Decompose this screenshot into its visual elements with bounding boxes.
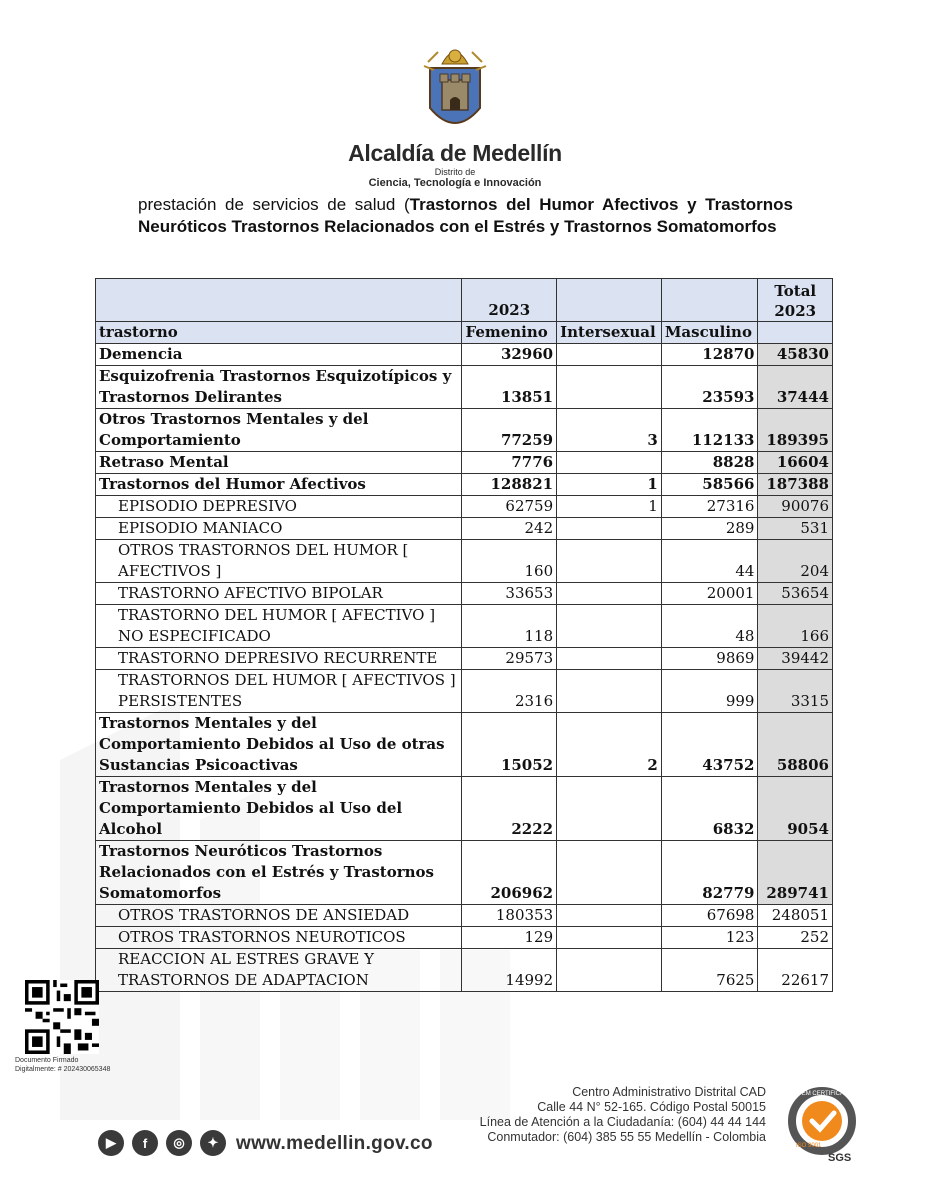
table-row	[96, 583, 833, 605]
table-row	[96, 496, 833, 518]
intro-paragraph	[138, 194, 793, 238]
row-name: Otros Trastornos Mentales y del Comportamiento	[96, 409, 462, 452]
row-total: 58806	[758, 713, 833, 777]
row-total: 90076	[758, 496, 833, 518]
row-total: 37444	[758, 366, 833, 409]
table-row	[96, 409, 833, 452]
row-name: Trastornos Mentales y del Comportamiento Debidos al Uso del Alcohol	[96, 777, 462, 841]
row-name: OTROS TRASTORNOS DEL HUMOR [ AFECTIVOS ]	[96, 540, 462, 583]
address-line3: Línea de Atención a la Ciudadanía: (604) 44 44 144	[479, 1115, 766, 1129]
row-masculino: 112133	[661, 409, 758, 452]
row-intersexual	[557, 344, 662, 366]
address-line1: Centro Administrativo Distrital CAD	[572, 1085, 766, 1099]
row-name: OTROS TRASTORNOS DE ANSIEDAD	[96, 905, 462, 927]
table-row	[96, 605, 833, 648]
row-intersexual	[557, 540, 662, 583]
row-name: EPISODIO DEPRESIVO	[96, 496, 462, 518]
row-femenino: 2222	[462, 777, 557, 841]
row-femenino: 32960	[462, 344, 557, 366]
table-row	[96, 670, 833, 713]
row-total: 9054	[758, 777, 833, 841]
row-masculino: 999	[661, 670, 758, 713]
row-femenino: 77259	[462, 409, 557, 452]
header-total-label: Total	[774, 282, 817, 300]
row-intersexual	[557, 583, 662, 605]
table-row	[96, 366, 833, 409]
col-trastorno: trastorno	[96, 322, 462, 344]
row-intersexual	[557, 670, 662, 713]
row-name: Trastornos Neuróticos Trastornos Relacionados con el Estrés y Trastornos Somatomorfos	[96, 841, 462, 905]
row-name: TRASTORNO AFECTIVO BIPOLAR	[96, 583, 462, 605]
row-femenino: 160	[462, 540, 557, 583]
row-intersexual: 1	[557, 474, 662, 496]
row-masculino: 67698	[661, 905, 758, 927]
row-intersexual	[557, 366, 662, 409]
table-row	[96, 452, 833, 474]
qr-caption-line1: Documento Firmado	[15, 1057, 79, 1064]
row-intersexual	[557, 518, 662, 540]
header-year: 2023	[462, 279, 557, 322]
table-row	[96, 518, 833, 540]
sgs-label: SGS	[828, 1152, 852, 1164]
row-masculino: 6832	[661, 777, 758, 841]
row-total: 16604	[758, 452, 833, 474]
row-intersexual: 1	[557, 496, 662, 518]
row-total: 3315	[758, 670, 833, 713]
row-masculino: 20001	[661, 583, 758, 605]
row-masculino: 12870	[661, 344, 758, 366]
facebook-icon[interactable]: f	[132, 1130, 158, 1156]
org-district-name: Ciencia, Tecnología e Innovación	[368, 177, 542, 189]
row-name: REACCION AL ESTRES GRAVE Y TRASTORNOS DE ADAPTACION	[96, 949, 462, 992]
row-total: 39442	[758, 648, 833, 670]
header-total	[758, 279, 833, 322]
coat-of-arms-icon	[420, 38, 490, 138]
row-femenino: 15052	[462, 713, 557, 777]
iso-label: ISO 9001	[796, 1143, 822, 1149]
col-masculino: Masculino	[661, 322, 758, 344]
row-name: Esquizofrenia Trastornos Esquizotípicos y Trastornos Delirantes	[96, 366, 462, 409]
row-femenino: 14992	[462, 949, 557, 992]
row-femenino: 29573	[462, 648, 557, 670]
row-masculino: 9869	[661, 648, 758, 670]
table-row	[96, 777, 833, 841]
row-masculino: 48	[661, 605, 758, 648]
row-intersexual	[557, 841, 662, 905]
row-femenino: 2316	[462, 670, 557, 713]
sgs-certification-icon	[782, 1085, 862, 1165]
intro-bold: Trastornos del Humor Afectivos y Trastornos Neuróticos Trastornos Relacionados con el Estrés y Trastornos Somatomorfos	[138, 195, 793, 236]
row-femenino: 118	[462, 605, 557, 648]
twitter-icon[interactable]: ✦	[200, 1130, 226, 1156]
table-header-row	[96, 279, 833, 322]
row-name: Demencia	[96, 344, 462, 366]
table-row	[96, 713, 833, 777]
row-femenino: 206962	[462, 841, 557, 905]
row-total: 189395	[758, 409, 833, 452]
row-total: 22617	[758, 949, 833, 992]
col-femenino: Femenino	[462, 322, 557, 344]
row-intersexual	[557, 648, 662, 670]
org-name: Alcaldía de Medellín	[348, 140, 562, 166]
table-row	[96, 841, 833, 905]
row-name: TRASTORNO DEL HUMOR [ AFECTIVO ] NO ESPECIFICADO	[96, 605, 462, 648]
sgs-ring-text: SYSTEM CERTIFICATION	[786, 1091, 858, 1097]
row-masculino: 58566	[661, 474, 758, 496]
row-femenino: 242	[462, 518, 557, 540]
row-masculino: 27316	[661, 496, 758, 518]
row-intersexual	[557, 905, 662, 927]
row-intersexual	[557, 927, 662, 949]
row-femenino: 128821	[462, 474, 557, 496]
footer-address	[450, 1085, 766, 1145]
row-total: 166	[758, 605, 833, 648]
row-name: Retraso Mental	[96, 452, 462, 474]
row-femenino: 62759	[462, 496, 557, 518]
address-line4: Conmutador: (604) 385 55 55 Medellín - Colombia	[487, 1130, 766, 1144]
row-intersexual	[557, 777, 662, 841]
row-name: OTROS TRASTORNOS NEUROTICOS	[96, 927, 462, 949]
col-intersexual: Intersexual	[557, 322, 662, 344]
row-masculino: 23593	[661, 366, 758, 409]
row-femenino: 129	[462, 927, 557, 949]
qr-caption	[15, 1056, 110, 1074]
row-name: Trastornos Mentales y del Comportamiento Debidos al Uso de otras Sustancias Psicoactivas	[96, 713, 462, 777]
row-femenino: 180353	[462, 905, 557, 927]
row-name: TRASTORNO DEPRESIVO RECURRENTE	[96, 648, 462, 670]
website-link[interactable]: www.medellin.gov.co	[236, 1133, 433, 1154]
table-row	[96, 949, 833, 992]
table-row	[96, 344, 833, 366]
row-intersexual: 2	[557, 713, 662, 777]
row-masculino: 43752	[661, 713, 758, 777]
row-masculino: 289	[661, 518, 758, 540]
row-total: 252	[758, 927, 833, 949]
instagram-icon[interactable]: ◎	[166, 1130, 192, 1156]
qr-code-icon	[25, 980, 99, 1054]
header-total-year: 2023	[774, 302, 817, 320]
row-masculino: 8828	[661, 452, 758, 474]
qr-caption-line2: Digitalmente: # 202430065348	[15, 1066, 111, 1073]
table-row	[96, 905, 833, 927]
row-name: TRASTORNOS DEL HUMOR [ AFECTIVOS ] PERSISTENTES	[96, 670, 462, 713]
row-masculino: 82779	[661, 841, 758, 905]
table-row	[96, 927, 833, 949]
table-row	[96, 540, 833, 583]
row-total: 187388	[758, 474, 833, 496]
row-femenino: 13851	[462, 366, 557, 409]
data-table	[95, 278, 833, 992]
header-logo	[330, 38, 580, 189]
table-column-row	[96, 322, 833, 344]
row-intersexual	[557, 452, 662, 474]
row-intersexual	[557, 605, 662, 648]
row-intersexual: 3	[557, 409, 662, 452]
row-masculino: 123	[661, 927, 758, 949]
row-masculino: 7625	[661, 949, 758, 992]
intro-prefix: prestación de servicios de salud (	[138, 195, 410, 214]
row-name: EPISODIO MANIACO	[96, 518, 462, 540]
table-row	[96, 474, 833, 496]
row-total: 248051	[758, 905, 833, 927]
row-total: 289741	[758, 841, 833, 905]
row-total: 45830	[758, 344, 833, 366]
row-total: 531	[758, 518, 833, 540]
row-femenino: 33653	[462, 583, 557, 605]
table-row	[96, 648, 833, 670]
youtube-icon[interactable]: ▶	[98, 1130, 124, 1156]
row-masculino: 44	[661, 540, 758, 583]
social-links	[98, 1130, 226, 1156]
org-district-label: Distrito de	[434, 167, 476, 177]
row-total: 53654	[758, 583, 833, 605]
row-intersexual	[557, 949, 662, 992]
address-line2: Calle 44 N° 52-165. Código Postal 50015	[537, 1100, 766, 1114]
row-total: 204	[758, 540, 833, 583]
row-name: Trastornos del Humor Afectivos	[96, 474, 462, 496]
row-femenino: 7776	[462, 452, 557, 474]
